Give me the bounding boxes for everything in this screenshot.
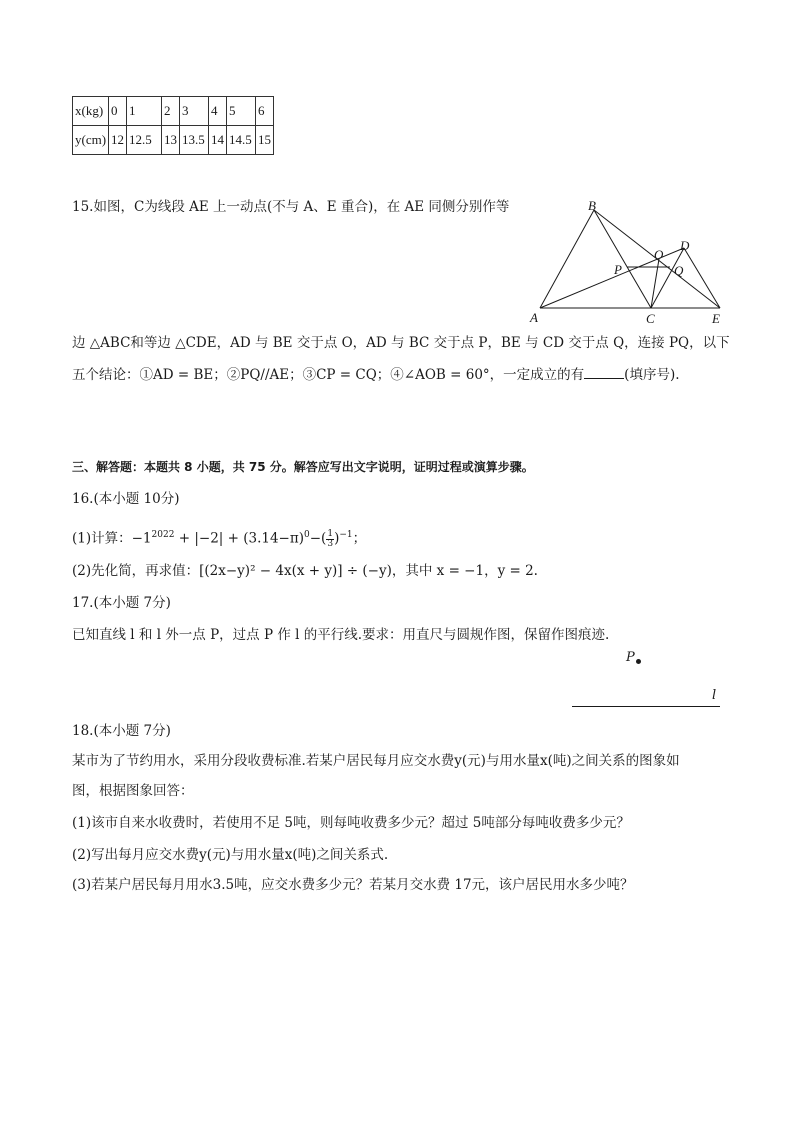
table-cell: 5: [227, 97, 256, 126]
fraction-numerator: 1: [327, 528, 334, 539]
fraction: [326, 530, 334, 549]
table-cell: 1: [127, 97, 162, 126]
q18-part2: (2)写出每月应交水费y(元)与用水量x(吨)之间关系式.: [72, 847, 389, 863]
label-b: B: [588, 198, 596, 213]
q15-line3-text: 五个结论：①AD = BE；②PQ//AE；③CP = CQ；④∠AOB = 60°，一定成立的有: [72, 367, 585, 383]
table-cell: 13.5: [180, 126, 209, 155]
q16-p1-close: ): [334, 530, 340, 547]
segment-de: [684, 248, 720, 308]
fraction-denominator: 3: [327, 538, 334, 549]
table-cell: 3: [180, 97, 209, 126]
triangle-figure: [528, 198, 728, 330]
table-cell: 12.5: [127, 126, 162, 155]
q16-p1-end: ；: [352, 530, 367, 547]
table-cell: 4: [209, 97, 227, 126]
q17-text: 已知直线 l 和 l 外一点 P，过点 P 作 l 的平行线.要求：用直尺与圆规作图，保留作图痕迹.: [72, 627, 610, 643]
q18-header: 18.(本小题 7分): [72, 723, 171, 739]
q18-part3: (3)若某户居民每月用水3.5吨，应交水费多少元？若某月交水费 17元，该户居民用水多少吨？: [72, 877, 634, 893]
label-d: D: [680, 238, 690, 253]
q16-p1-prefix: (1)计算：−1: [72, 530, 152, 547]
label-q: Q: [674, 263, 684, 278]
segment-ab: [540, 210, 594, 308]
line-l: [572, 706, 720, 707]
table-cell: 0: [109, 97, 127, 126]
q16-part1: [72, 526, 366, 549]
segment-bc: [594, 210, 651, 308]
q17-header: 17.(本小题 7分): [72, 595, 171, 611]
table-cell: 14.5: [227, 126, 256, 155]
point-p-dot: [636, 659, 641, 664]
section-title: 三、解答题：本题共 8 小题，共 75 分。解答应写出文字说明，证明过程或演算步骤。: [72, 460, 534, 474]
q15-number: 15.: [72, 199, 94, 215]
answer-blank: [584, 366, 624, 379]
q18-part1: (1)该市自来水收费时，若使用不足 5吨，则每吨收费多少元？超过 5吨部分每吨收费多少元？: [72, 815, 630, 831]
table-row-x: [73, 97, 274, 126]
q18-line1: 某市为了节约用水，采用分段收费标准.若某户居民每月应交水费y(元)与用水量x(吨)之间关系的图象如: [72, 753, 680, 769]
q15-line1: [72, 198, 509, 216]
table-cell: 13: [162, 126, 180, 155]
q16-p1-exp: 2022: [151, 530, 175, 540]
q16-p1-exp-neg: −1: [339, 530, 353, 540]
data-table: [72, 96, 274, 155]
q15-line1-text: 如图，C为线段 AE 上一动点(不与 A、E 重合)，在 AE 同侧分别作等: [93, 199, 510, 215]
q16-p1-mid: + |−2| + (3.14−π): [174, 530, 304, 547]
point-p-label: P: [626, 650, 635, 665]
q16-p1-exp0: 0: [304, 530, 310, 540]
label-c: C: [646, 311, 655, 326]
label-p: P: [614, 262, 622, 277]
q16-part2: (2)先化简，再求值：[(2x−y)² − 4x(x + y)] ÷ (−y)，其中 x = −1，y = 2.: [72, 563, 538, 579]
q15-line3-end: (填序号).: [624, 367, 680, 383]
q15-line2: 边 △ABC和等边 △CDE，AD 与 BE 交于点 O，AD 与 BC 交于点 P，BE 与 CD 交于点 Q，连接 PQ，以下: [72, 335, 730, 351]
label-a: A: [530, 310, 538, 325]
label-e: E: [712, 311, 720, 326]
table-header-x: x(kg): [73, 97, 109, 126]
label-o: O: [654, 247, 664, 262]
table-row-y: [73, 126, 274, 155]
line-l-label: l: [712, 688, 717, 703]
table-header-y: y(cm): [73, 126, 109, 155]
table-cell: 6: [256, 97, 274, 126]
q18-line2: 图，根据图象回答：: [72, 783, 194, 799]
q15-line3: [72, 366, 680, 384]
table-cell: 14: [209, 126, 227, 155]
q16-header: 16.(本小题 10分): [72, 491, 180, 507]
table-cell: 2: [162, 97, 180, 126]
table-cell: 15: [256, 126, 274, 155]
q16-p1-minus: −(: [309, 530, 327, 547]
table-cell: 12: [109, 126, 127, 155]
